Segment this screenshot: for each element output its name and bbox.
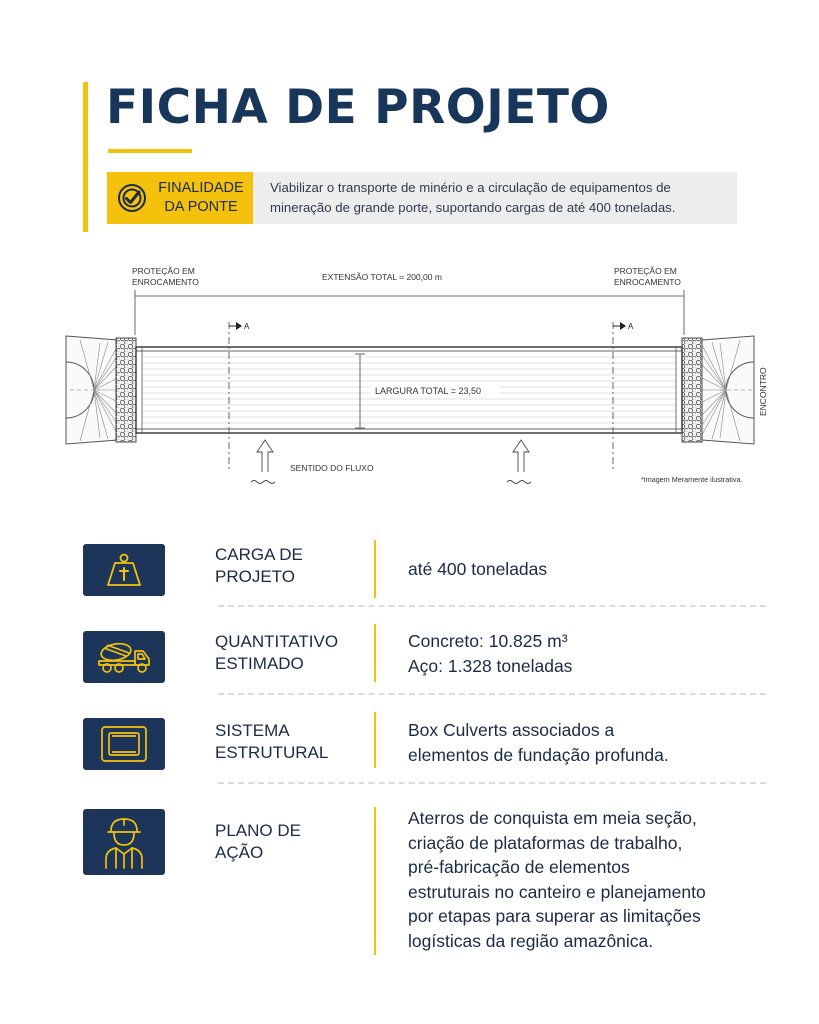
spec-label-line: ESTRUTURAL xyxy=(215,743,329,762)
spec-label-line: PROJETO xyxy=(215,567,295,586)
spec-icon-box xyxy=(83,544,165,596)
spec-value xyxy=(408,629,572,678)
spec-value-line: logísticas da região amazônica. xyxy=(408,930,654,951)
flow-direction-label: SENTIDO DO FLUXO xyxy=(290,463,374,473)
page-title: FICHA DE PROJETO xyxy=(106,80,610,135)
purpose-text-line: mineração de grande porte, suportando cargas de até 400 toneladas. xyxy=(270,200,676,215)
worker-icon xyxy=(100,814,148,870)
right-abutment xyxy=(682,336,754,444)
spec-icon-box xyxy=(83,718,165,770)
bridge-plan-drawing xyxy=(60,258,768,493)
target-check-icon xyxy=(116,182,148,214)
spec-value-line: por etapas para superar as limitações xyxy=(408,906,701,926)
spec-label-line: ESTIMADO xyxy=(215,654,304,673)
purpose-label-line: DA PONTE xyxy=(164,199,238,215)
spec-label-line: PLANO DE xyxy=(215,821,301,840)
spec-value-line: Aço: 1.328 toneladas xyxy=(408,655,573,676)
flow-arrow-left-icon xyxy=(251,440,275,484)
spec-separator xyxy=(374,807,376,955)
left-abutment xyxy=(66,336,136,444)
total-length-label: EXTENSÃO TOTAL = 200,00 m xyxy=(322,272,442,282)
title-underline xyxy=(108,149,192,153)
spec-label-line: SISTEMA xyxy=(215,721,290,740)
spec-value-line: elementos de fundação profunda. xyxy=(408,744,669,765)
weight-icon xyxy=(101,551,147,589)
length-dimension-line xyxy=(135,290,684,335)
purpose-text-line: Viabilizar o transporte de minério e a circulação de equipamentos de xyxy=(270,180,671,195)
spec-value-line: Concreto: 10.825 m³ xyxy=(408,631,568,651)
protection-right-label: ENROCAMENTO xyxy=(614,277,681,287)
accent-bar xyxy=(83,82,88,232)
spec-label xyxy=(215,631,338,675)
total-width-label: LARGURA TOTAL = 23,50 xyxy=(375,386,481,396)
spec-icon-box xyxy=(83,809,165,875)
spec-label xyxy=(215,720,328,764)
purpose-label xyxy=(107,172,253,224)
purpose-label-line: FINALIDADE xyxy=(158,180,244,196)
protection-left-label: ENROCAMENTO xyxy=(132,277,199,287)
row-divider xyxy=(218,605,766,607)
row-divider xyxy=(218,782,766,784)
spec-value-line: criação de plataformas de trabalho, xyxy=(408,832,683,853)
spec-separator xyxy=(374,540,376,598)
protection-right-label: PROTEÇÃO EM xyxy=(614,266,677,276)
spec-value xyxy=(408,718,669,767)
spec-value-line: Aterros de conquista em meia seção, xyxy=(408,808,697,828)
flow-arrow-right-icon xyxy=(507,440,531,484)
spec-label-line: QUANTITATIVO xyxy=(215,632,339,651)
section-label-right: A xyxy=(628,322,634,331)
protection-left-label: PROTEÇÃO EM xyxy=(132,266,195,276)
spec-separator xyxy=(374,624,376,682)
spec-label-line: CARGA DE xyxy=(215,545,303,564)
box-culvert-icon xyxy=(98,724,150,764)
spec-value-line: estruturais no canteiro e planejamento xyxy=(408,881,706,902)
section-label-left: A xyxy=(244,322,250,331)
abutment-label: ENCONTRO xyxy=(758,367,768,416)
spec-value-line: até 400 toneladas xyxy=(408,559,548,579)
spec-value-line: Box Culverts associados a xyxy=(408,720,615,740)
concrete-mixer-truck-icon xyxy=(95,637,153,677)
spec-value-line: pré-fabricação de elementos xyxy=(408,857,630,877)
spec-label xyxy=(215,544,303,588)
purpose-description xyxy=(253,172,675,224)
spec-value xyxy=(408,806,706,953)
spec-icon-box xyxy=(83,631,165,683)
purpose-label-text xyxy=(156,179,246,217)
spec-separator xyxy=(374,712,376,768)
disclaimer-note: *Imagem Meramente ilustrativa. xyxy=(641,475,743,484)
spec-value xyxy=(408,557,547,582)
row-divider xyxy=(218,693,766,695)
spec-label-line: AÇÃO xyxy=(215,843,264,862)
purpose-box xyxy=(107,172,737,224)
spec-label xyxy=(215,820,301,864)
